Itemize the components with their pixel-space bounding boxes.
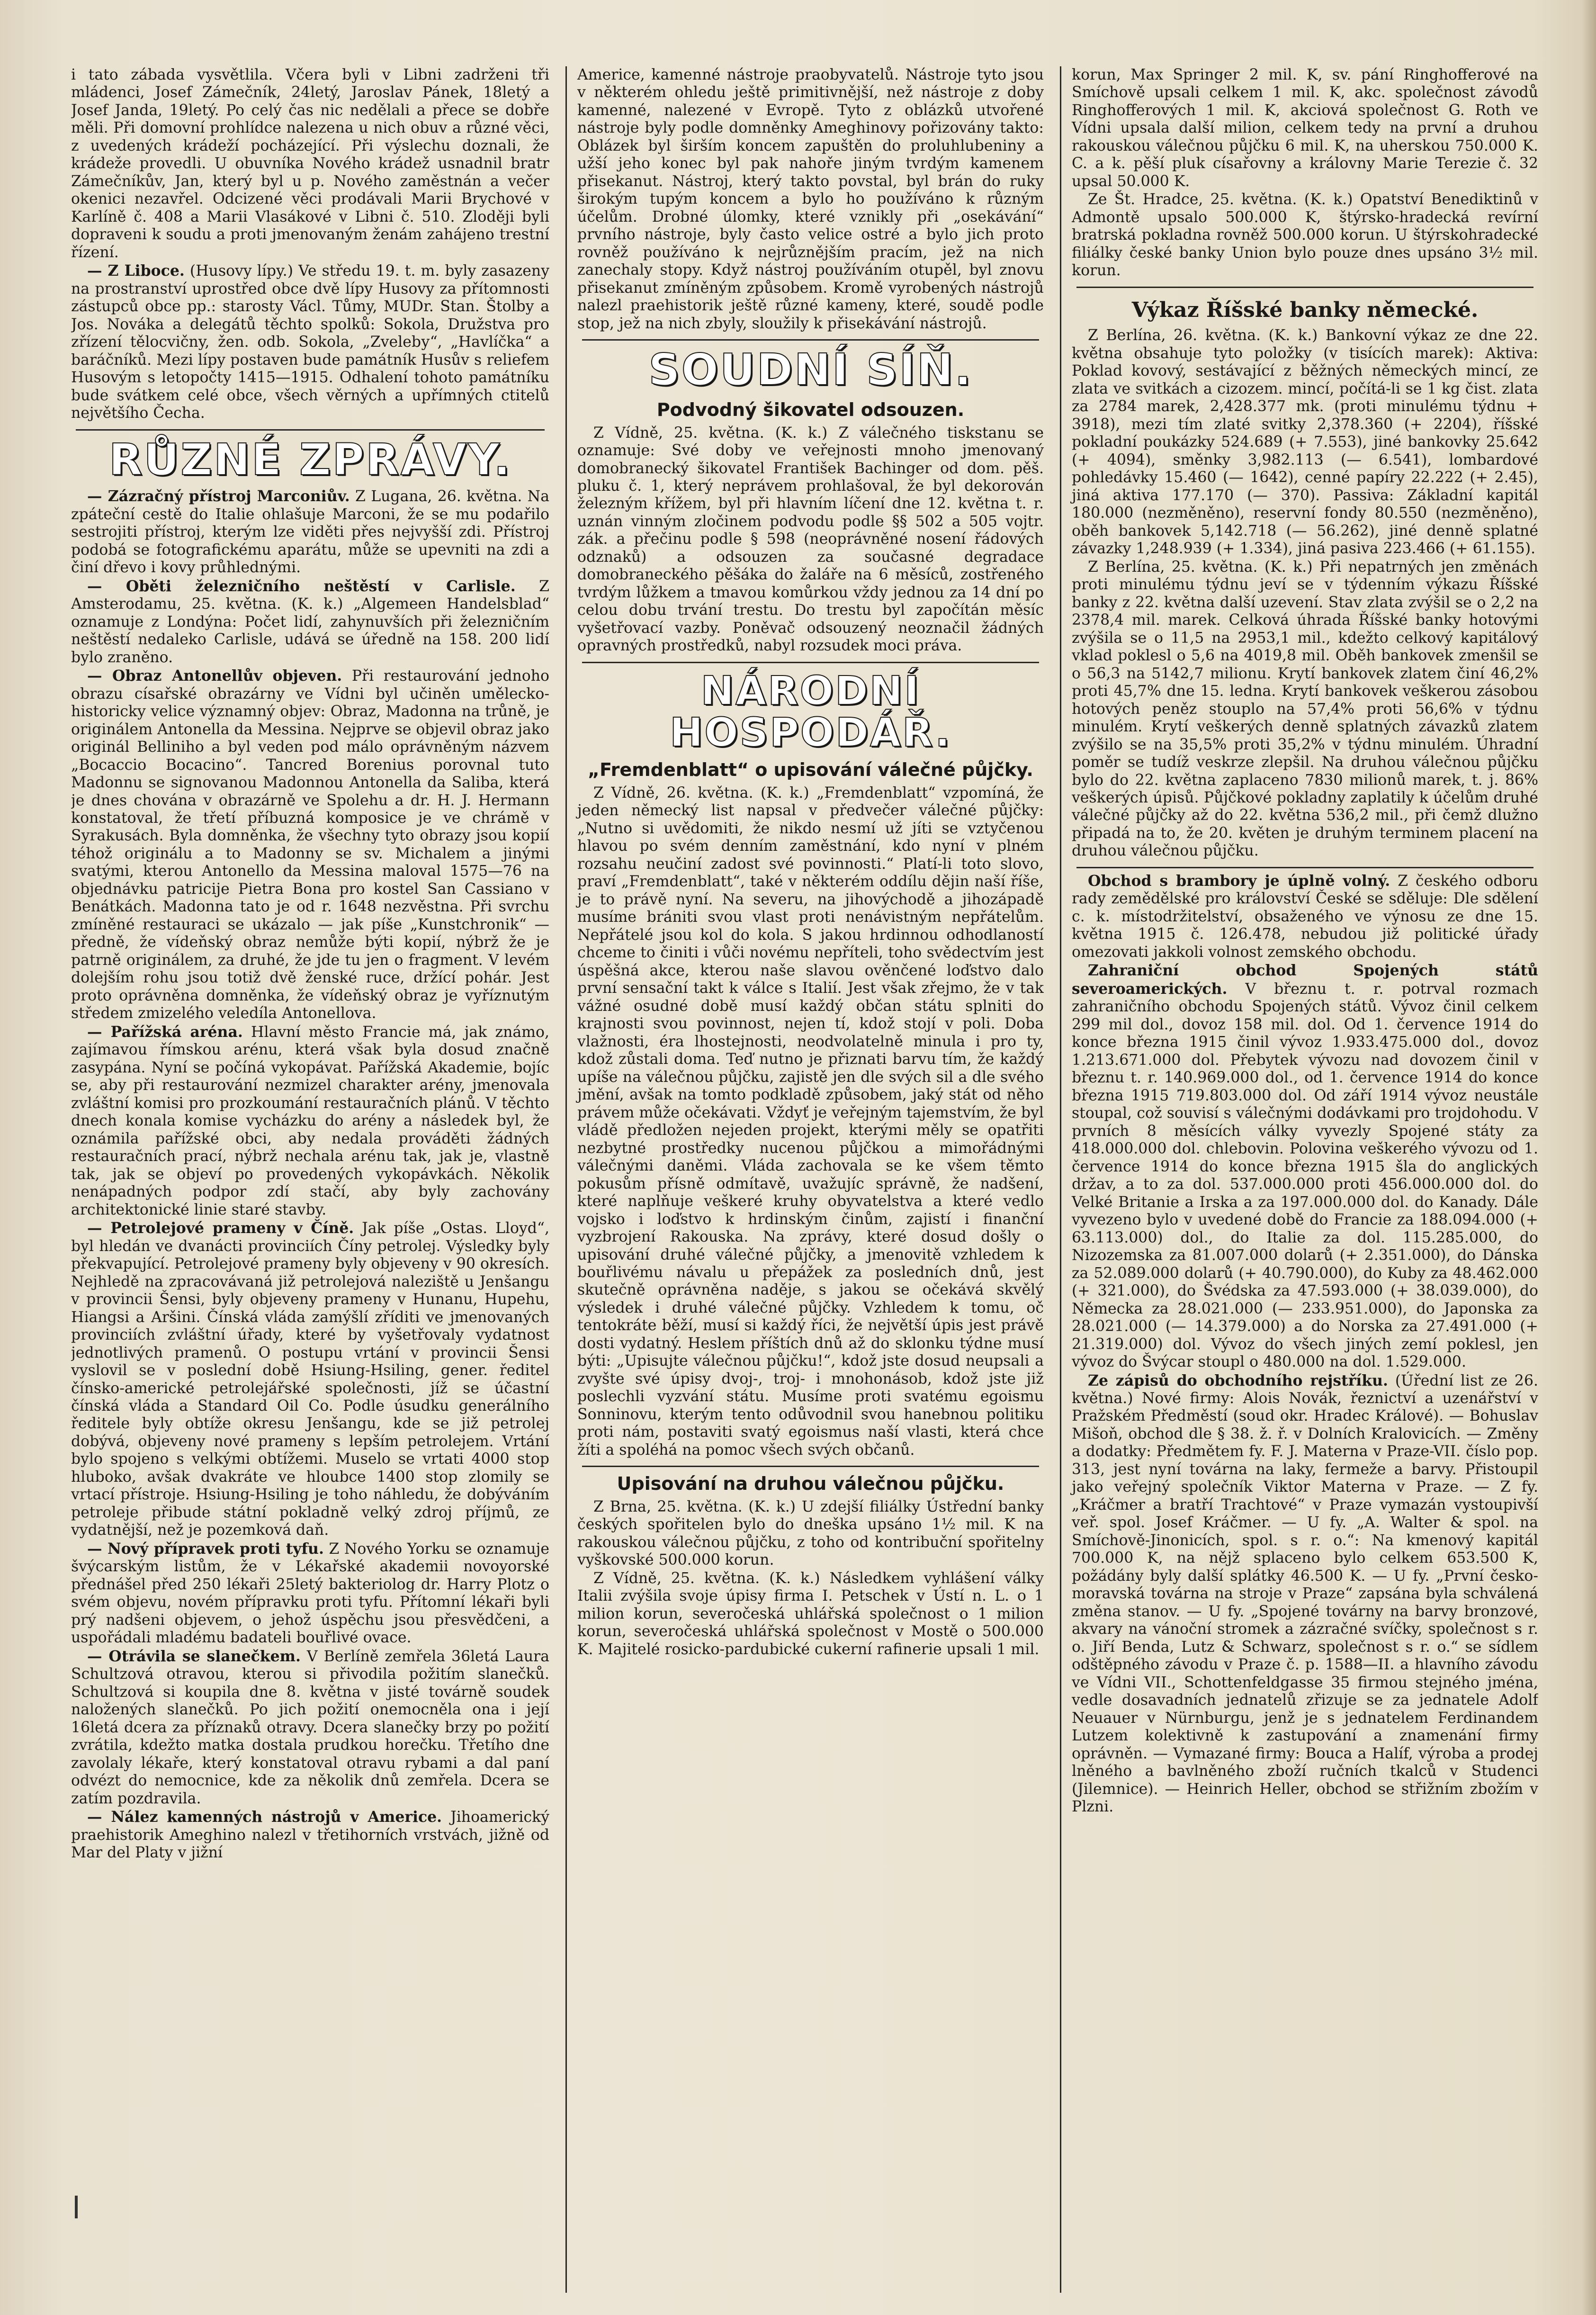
margin-mark xyxy=(75,2196,78,2218)
herring-lead: — Otrávila se slanečkem. xyxy=(87,1647,301,1665)
arena-lead: — Pařížská aréna. xyxy=(87,1023,243,1041)
reichsbank-title: Výkaz Říšské banky německé. xyxy=(1131,297,1479,322)
loan-subscription-brno: Z Brna, 25. května. (K. k.) U zdejší filiálky Ústřední banky českých spořitelen bylo do dneška upsáno 1½ mil. K na rakouskou válečnou půjčku, z toho od kontribuční spořitelny vyškovské 500.000 korun. xyxy=(577,1498,1044,1569)
section-headline-narodni-hospodar: NÁRODNÍ HOSPODÁŘ. xyxy=(669,667,952,756)
column-2 xyxy=(565,66,1044,2293)
petrol-article xyxy=(71,1219,549,1540)
arena-article xyxy=(71,1023,549,1219)
section-headline-soudni-sin: SOUDNÍ SÍŇ. xyxy=(648,344,973,396)
page-edge-shadow xyxy=(1582,0,1596,2315)
loan-subscription-title: Upisování na druhou válečnou půjčku. xyxy=(617,1473,1004,1495)
divider xyxy=(582,1466,1039,1467)
carlisle-article xyxy=(71,577,549,667)
antonello-text: Při restaurování jednoho obrazu císařské obrazárny ve Vídni byl učiněn umělecko-historicky velice významný objev: Obraz, Madonna na trůně, je originálem Antonella da Messina. Nejprve se objevil obraz jako originál Belliniho a byl veden pod málo oprávněným názvem „Bocaccio Bocacino“. Tancred Borenius porovnal tuto Madonnu se signovanou Madonnou Antonella da Saliba, která je dnes chována v obrazárně ve Spolehu a dr. H. J. Hermann konstatoval, že třetí příbuzná komposice je ve chrámě v Syrakusách. Byla domněnka, že všechny tyto obrazy jsou kopií téhož originálu a to Madonny se sv. Michalem a jinými svatými, kterou Antonello da Messina maloval 1575—76 na objednávku patricije Pietra Bona pro kostel San Cassiano v Benátkách. Madonna tato je od r. 1648 nezvěstna. Při svrchu zmíněné restauraci se ukázalo — jak píše „Kunstchronik“ — předně, že vídeňský obraz nemůže býti kopií, nýbrž že je patrně originálem, za druhé, že jde tu jen o fragment. V levém dolejším rohu jsou totiž dvě ženské ruce, držící pohár. Jest proto oprávněna domněnka, že vídeňský obraz je vyříznutým středem zmizelého veledíla Antonellova. xyxy=(71,667,549,1022)
reichsbank-analysis: Z Berlína, 25. května. (K. k.) Při nepatrných jen změnách proti minulému týdnu jeví se v týdenním výkazu Říšské banky z 22. května další uzevení. Stav zlata zvýšil se o 2,2 na 2378,4 mil. marek. Celková úhrada Říšské banky hotovými zvýšila se o 11,5 na 2953,1 mil., kdežto celkový kapitálový vklad poklesl o 5,6 na 4019,8 mil. Oběh bankovek zmenšil se o 56,3 na 5142,7 milionu. Krytí bankovek zlatem činí 46,2% proti 45,7% dne 15. ledna. Krytí bankovek veškerou zásobou hotových peněz stouplo na 57,4% proti 56,6% v týdnu minulém. Krytí veškerých denně splatných závazků zlatem zvýšilo se na 35,5% proti 35,2% v týdnu minulém. Úhradní poměr se tudíž veskrze zlepšil. Na druhou válečnou půjčku bylo do 22. května zaplaceno 7830 milionů marek, t. j. 86% veškerých úpisů. Půjčkové pokladny zaplatily k účelům druhé válečné půjčky až do 22. května 536,2 mil., při čemž dlužno připadá na to, že 20. květen je druhým terminem placení na druhou válečnou půjčku. xyxy=(1072,558,1538,860)
antonello-lead: — Obraz Antonellův objeven. xyxy=(87,667,342,685)
registry-text: (Úřední list ze 26. května.) Nové firmy: Alois Novák, řeznictví a uzenářství v Pražském Předměstí (soud okr. Hradec Králové). — Bohuslav Mišoň, obchod dle § 38. ž. ř. v Dolních Kralovicích. — Změny a dodatky: Předmětem fy. F. J. Materna v Praze-VII. číslo pop. 313, jest nyní továrna na laky, fermeže a barvy. Přistoupil jako veřejný společník Viktor Materna v Praze. — Z fy. „Kráčmer a bratří Trachtové“ v Praze vymazán vystoupivší veř. spol. Josef Kráčmer. — U fy. „A. Walter & spol. na Smíchově-Jinonicích, spol. s r. o.“: Na kmenový kapitál 700.000 K, na nějž splaceno bylo celkem 653.500 K, požádány byly další splátky 46.500 K. — U fy. „První česko-moravská továrna na stroje v Praze“ zapsána byla schválená změna stanov. — U fy. „Spojené továrny na barvy bronzové, akvary na vánoční stromek a zázračné svíčky, společnost s r. o. Jiří Benda, Lutz & Schwarz, společnost s r. o.“ se sídlem odštěpného závodu v Praze č. p. 1588—II. a hlavního závodu ve Vídni VII., Schottenfeldgasse 35 firmou stejného jména, vedle dosavadních jednatelů zřizuje se za jednatele Adolf Neuauer v Nürnburgu, jenž je s jednatelem Ferdinandem Lutzem kolektivně k zastupování a znamenání firmy oprávněn. — Vymazané firmy: Bouca a Halíf, výroba a prodej lněného a bavlněného zboží ručních tkalců v Studenci (Jilemnice). — Heinrich Heller, obchod se střižním zbožím v Plzni. xyxy=(1072,1372,1538,1816)
herring-article xyxy=(71,1648,549,1808)
tools-text: Jihoamerický praehistorik Ameghino nalezl v třetihorních vrstvách, jižně od Mar del Platy v jižní xyxy=(71,1809,549,1862)
reichsbank-report: Z Berlína, 26. května. (K. k.) Bankovní výkaz ze dne 22. května obsahuje tyto položky (v tisících marek): Aktiva: Poklad kovový, sestávající z běžných německých mincí, ze zlata ve svitkách a cizozem. mincí, počítá-li se 1 kg čist. zlata za 2784 marek, 2,428.377 mk. (proti minulému týdnu + 3918), mezi tím zlaté svitky 2,378.360 (+ 2204), říšské pokladní poukázky 524.689 (+ 7.553), jiné bankovky 25.642 (+ 4094), směnky 3,982.113 (— 6.541), lombardové pohledávky 15.460 (— 1642), cenné papíry 22.222 (+ 2.45), jiná aktiva 177.170 (— 370). Passiva: Základní kapitál 180.000 (nezměněno), reservní fondy 80.550 (nezměněno), oběh bankovek 5,142.718 (— 56.262), jiné denně splatné závazky 1,248.939 (+ 1.334), jiná pasiva 223.466 (+ 61.155). xyxy=(1072,327,1538,558)
divider xyxy=(1076,287,1533,288)
court-article-text: Z Vídně, 25. května. (K. k.) Z válečného tiskstanu se oznamuje: Své doby ve veřejnosti mnoho jmenovaný domobranecký šikovatel František Bachinger od dom. pěš. pluku č. 1, který neprávem prohlašoval, že byl dekorován železným křížem, byl při hlavním líčení dne 12. května t. r. uznán vinným zločinem podvodu podle §§ 502 a 505 vojtr. zák. a přečinu podle § 598 (neoprávněné nosení řádových odznaků) a odsouzen za současné degradace domobraneckého pěšáka do žaláře na 6 měsíců, zostřeného tvrdým lůžkem a tmavou komůrkou vždy jednou za 14 dní po celou dobu trvání trestu. Do trestu byl započítán měsíc vyšetřovací vazby. Poněvač odsouzený neoznačil žádných opravných prostředků, nabyl rozsudek moci práva. xyxy=(577,424,1044,655)
registry-lead: Ze zápisů do obchodního rejstříku. xyxy=(1088,1371,1388,1389)
graz-subscription: Ze Št. Hradce, 25. května. (K. k.) Opatství Benediktinů v Admontě upsalo 500.000 K, štýrsko-hradecká revírní bratrská pokladna rovněž 500.000 korun. U štýrskohradecké filiálky české banky Union bylo pouze dnes upsáno 3½ mil. korun. xyxy=(1072,191,1538,279)
petrol-text: Jak píše „Ostas. Lloyd“, byl hledán ve dvanácti provinciích Číny petrolej. Výsledky byly překvapující. Petrolejové prameny byly objeveny v 90 okresích. Nejhledě na zpracovávaná již petrolejová naleziště u Jenšangu v provincii Šensi, byly objeveny prameny v Hunanu, Hupehu, Hiangsi a Aršini. Čínská vláda zamýšlí zříditi ve jmenovaných provinciích zvláštní úřady, které by vyšetřovaly vydatnost jednotlivých pramenů. O postupu vrtání v provincii Šensi vyslovil se v poslední době Hsiung-Hsiling, gener. ředitel čínsko-americké petrolejářské společnosti, jíž se účastní čínská vláda a Standard Oil Co. Podle úsudku generálního ředitele byly obtíže okresu Jenšangu, kde se již petrolej dobývá, objeveny nové prameny s lepším petrolejem. Vrtání bylo spojeno s velkými obtížemi. Muselo se vrtati 4000 stop hluboko, avšak dvakráte ve hloubce 1400 stop zlomily se vrtací přístroje. Hsiung-Hsiling je toho náhledu, že dobýváním petroleje přibude státní pokladně velký zdroj příjmů, ze vydatnější, než je pozemková daň. xyxy=(71,1220,549,1539)
tools-article xyxy=(71,1808,549,1862)
registry-article xyxy=(1072,1372,1538,1816)
herring-text: V Berlíně zemřela 36letá Laura Schultzová otravou, kterou si přivodila požitím slanečků. Schultzová si koupila dne 8. května v jisté továrně soudek naložených slanečků. Po jich požití onemocněla ona i její 16letá dcera za příznaků otravy. Dcera slanečky brzy po požití zvrátila, kdežto matka dostala prudkou horečku. Třetího dne zavolaly lékaře, který konstatoval otravu rybami a dal paní odvézt do nemocnice, kde za několik dnů zemřela. Dcera se zatím pozdravila. xyxy=(71,1648,549,1807)
usa-trade-lead: Zahraniční obchod Spojených států severoamerických. xyxy=(1072,962,1538,998)
loan-subscription-vienna: Z Vídně, 25. května. (K. k.) Následkem vyhlášení války Italii zvýšila svoje úpisy firma I. Petschek v Ústí n. L. o 1 milion korun, severočeská uhlářská společnost o 1 milion korun, severočeská uhlářská společnost v Mostě o 500.000 K. Majitelé rosicko-pardubické cukerní rafinerie upsali 1 mil. xyxy=(577,1569,1044,1658)
tools-lead: — Nález kamenných nástrojů v Americe. xyxy=(87,1808,442,1826)
potatoes-article xyxy=(1072,872,1538,961)
antonello-article xyxy=(71,667,549,1023)
potatoes-lead: Obchod s brambory je úplně volný. xyxy=(1088,872,1390,890)
columns xyxy=(71,66,1539,2293)
theft-report: i tato zábada vysvětlila. Včera byli v Libni zadrženi tři mládenci, Josef Zámečník, 24letý, Jaroslav Pánek, 18letý a Josef Janda, 19letý. Po celý čas nic nedělali a přece se dobře měli. Při domovní prohlídce nalezena u nich obuv a různé věci, z uvedených krádeží pocházející. Při výslechu doznali, že krádeže provedli. U obuvníka Nového krádež usnadnil bratr Zámečníkův, Jan, který byl u p. Nového zaměstnán a večer okenici nezavřel. Odcizené věci prodávali Marii Brychové v Karlíně č. 408 a Marii Vlasákové v Libni č. 510. Zloději byli dopraveni k soudu a proti jmenovaným ženám zahájeno trestní řízení. xyxy=(71,66,549,261)
arena-text: Hlavní město Francie má, jak známo, zajímavou římskou arénu, která však byla dosud značně zasypána. Nyní se počíná vykopávat. Pařížská Akademie, bojíc se, aby při restaurování nezmizel charakter arény, jmenovala zvláštní komisi pro prozkoumání restauračních plánů. V těchto dnech konala komise vycházku do arény a následek byl, že oznámila pařížské obci, aby nedala prováděti žádných restauračních prací, nýbrž nechala arénu tak, jak je, vlastně tak, jak se objeví po provedených vykopávkách. Několik nenápadných podpor zdí stačí, aby byly zachovány architektonické linie staré stavby. xyxy=(71,1023,549,1218)
usa-trade-text: V březnu t. r. potrval rozmach zahraničního obchodu Spojených států. Vývoz činil celkem 299 mil dol., dovoz 158 mil. dol. Od 1. července 1914 do konce března 1915 činil vývoz 1.933.475.000 dol., dovoz 1.213.671.000 dol. Přebytek vývozu nad dovozem činil v březnu t. r. 140.969.000 dol., od 1. července 1914 do konce března 1915 719.803.000 dol. Od září 1914 vývoz neustále stoupal, což souvisí s válečnými dodávkami pro trojdohodu. V prvních 8 měsících války vyvezly Spojené státy za 418.000.000 dol. chlebovin. Polovina veškerého vývozu od 1. července 1914 do konce března 1915 šla do anglických držav, a to za dol. 537.000.000 proti 456.000.000 dol. do Velké Britanie a Irska a za 197.000.000 dol. do Kanady. Dále vyvezeno bylo v uvedené době do Francie za 188.094.000 (+ 63.113.000) dol., do Italie za dol. 115.285.000, do Nizozemska za 81.007.000 dolarů (+ 2.351.000), do Dánska za 52.089.000 dolarů (+ 40.790.000), do Kuby za 48.462.000 (+ 321.000), do Švédska za 47.593.000 (+ 38.039.000), do Německa za 28.021.000 (— 233.951.000), do Japonska za 28.021.000 (— 14.379.000) a do Norska za 27.491.000 (+ 21.319.000) dol. Vývoz do všech jiných zemí poklesl, jen vývoz do Švýcar stoupl o 480.000 na dol. 1.529.000. xyxy=(1072,980,1538,1371)
column-1 xyxy=(71,66,549,2293)
potatoes-text: Z českého odboru rady zemědělské pro království České se sděluje: Dle sdělení c. k. místodržitelství, obsaženého ve výnosu ze dne 15. května 1915 č. 126.478, nebudou již politické úřady omezovati jakkoli volnost zemského obchodu. xyxy=(1072,872,1538,961)
column-3 xyxy=(1060,66,1538,2293)
liboc-lead: — Z Liboce. xyxy=(87,262,185,280)
court-article-title: Podvodný šikovatel odsouzen. xyxy=(656,399,965,420)
divider xyxy=(582,662,1039,663)
tools-continuation: Americe, kamenné nástroje praobyvatelů. Nástroje tyto jsou v některém ohledu ještě primitivnější, než nástroje z doby kamenné, nalezené v Evropě. Tyto z oblázků utvořené nástroje byly podle domněnky Ameghinovy pořizovány takto: Oblázek byl širším koncem zapuštěn do proluhlubeniny a užší jeho konec byl pak nahoře jiným tvrdým kamenem přisekanut. Nástroj, který takto povstal, byl brán do ruky širokým tupým koncem a bylo ho používáno k různým účelům. Drobné úlomky, které vznikly při „osekávání“ prvního nástroje, byly často velice ostré a bylo jich proto rovněž používáno k nejrůznějším pracím, jež na nich zanechaly stopy. Když nástroj používáním otupěl, byl znovu přisekanut zmíněným způsobem. Kromě vyrobených nástrojů nalezl praehistorik ještě různé kameny, které, soudě podle stop, jež na nich zbyly, sloužily k přisekávání nástrojů. xyxy=(577,66,1044,332)
marconi-article xyxy=(71,487,549,576)
typhus-lead: — Nový přípravek proti tyfu. xyxy=(87,1540,324,1558)
liboc-text: (Husovy lípy.) Ve středu 19. t. m. byly zasazeny na prostranství uprostřed obce dvě lípy Husovy za přítomnosti zástupců obce pp.: starosty Václ. Tůmy, MUDr. Stan. Štolby a Jos. Nováka a delegátů těchto spolků: Sokola, Družstva pro zřízení tělocvičny, žen. odb. Sokola, „Zvelebу“, „Havlíčka“ a baráčníků. Mezi lípy postaven bude památník Husův s reliefem Husovým s letopočty 1415—1915. Odhalení tohoto památníku bude svátkem celé obce, všech věrných a upřímných ctitelů největšího Čecha. xyxy=(71,262,549,422)
section-headline-ruzne-zpravy: RŮZNÉ ZPRÁVY. xyxy=(108,434,512,485)
petrol-lead: — Petrolejové prameny v Číně. xyxy=(87,1219,354,1237)
carlisle-lead: — Oběti železničního neštěstí v Carlisle. xyxy=(87,577,516,595)
typhus-text: Z Nového Yorku se oznamuje švýcarským listům, že v Lékařské akademii novoyorské přednášel před 250 lékaři 25letý bakteriolog dr. Harry Plotz o svém objevu, novém přípravku proti tyfu. Přítomní lékaři byli prý nadšeni objevem, o jehož úspěchu jsou přesvědčeni, a uspořádali mladému badateli bouřlivé ovace. xyxy=(71,1540,549,1647)
typhus-article xyxy=(71,1540,549,1647)
fremdenblatt-text: Z Vídně, 26. května. (K. k.) „Fremdenblatt“ vzpomíná, že jeden německý list napsal v předvečer válečné půjčky: „Nutno si uvědomiti, že nikdo nesmí už jíti se vztyčenou hlavou po svém denním zaměstnání, kdo nyní v plném rozsahu neučiní zadost své povinnosti.“ Platí-li toto slovo, praví „Fremdenblatt“, také v některém oddílu dějin naší říše, je to právě nyní. Na severu, na jihovýchodě a jihozápadě musíme brániti svou vlast proti nenávistným nepřátelům. Nepřátelé jsou kol do kola. S jakou hrdinnou odhodlaností chceme to činiti i vůči novému nepříteli, toho svědectvím jest úspěšná akce, kterou naše slavou ověnčené loďstvo dalo první sensační takt k válce s Italií. Jest však zřejmo, že v tak vážné osudné době musí každý občan státu splniti do krajnosti svou povinnost, nejen tí, kdož stojí v poli. Doba vlažnosti, éra lhostejnosti, neodvolatelně minula i pro ty, kdož zůstali doma. Teď nutno je přiznati barvu tím, že každý upíše na válečnou půjčku, zajistě jen dle svých sil a dle svého jmění, avšak na tomto podkladě způsobem, jaký stát od něho právem může očekávati. Vždyť je veřejným tajemstvím, že byl vládě předložen nejeden projekt, kterými měly se opatřiti nezbytné prostředky nucenou půjčkou a mimořádnými válečnými daněmi. Vláda zachovala se ke všem těmto pokusům přísně odmítavě, uvažujíc správně, že nadšení, které naplňuje veškeré kruhy obyvatelstva a které vedlo vojsko i loďstvo k hrdinským činům, zajistí i finanční vyzbrojení Rakouska. Na zprávy, které dosud došly o upisování druhé válečné půjčky, a jmenovitě vzhledem k bouřlivému návalu u přepážek za posledních dnů, jest skutečně oprávněna naděje, s jakou se očekává skvělý výsledek i druhé válečné půjčky. Vzhledem k tomu, oč tentokráte běží, musí si každý říci, že největší úpis jest právě dosti vydatný. Heslem příštích dnů až do sklonku týdne musí býti: „Upisujte válečnou půjčku!“, kdož jste dosud neupsali a zvyšte své úpisy dvoj-, troj- i mnohonásob, kdož jste již poslechli vyzvání státu. Musíme proti svatému egoismu Sonninovu, kterým tento odůvodnil svou hanebnou politiku proti nám, postaviti svatý egoismus naší vlasti, která chce žíti a spoléhá na pomoc všech svých občanů. xyxy=(577,784,1044,1459)
marconi-lead: — Zázračný přístroj Marconiův. xyxy=(87,487,350,505)
fremdenblatt-title: „Fremdenblatt“ o upisování válečné půjčky. xyxy=(588,759,1033,781)
divider xyxy=(582,339,1039,341)
usa-trade-article xyxy=(1072,962,1538,1371)
carlisle-text: Z Amsterodamu, 25. května. (K. k.) „Algemeen Handelsblad“ oznamuje z Londýna: Počet lidí, zahynuvších při železničním neštěstí nedaleko Carlisle, udává se úředně na 158. 200 lidí bylo zraněno. xyxy=(71,577,549,666)
loan-subscription-continuation: korun, Max Springer 2 mil. K, sv. pání Ringhofferové na Smíchově upsali celkem 1 mil. K, akc. společnost závodů Ringhofferových 1 mil. K, akciová společnost G. Roth ve Vídni upsala další milion, celkem tedy na první a druhou rakouskou válečnou půjčku 6 mil. K, na uherskou 750.000 K. C. a k. pěší pluk císařovny a královny Marie Terezie č. 32 upsal 50.000 K. xyxy=(1072,66,1538,190)
divider xyxy=(76,429,545,431)
marconi-text: Z Lugana, 26. května. Na zpáteční cestě do Italie ohlašuje Marconi, že se mu podařilo sestrojiti přístroj, kterým lze viděti přes nejvyšší zdi. Přístroj podobá se fotografickému aparátu, může se upevniti na zdi a činí dřevo i kovy průhlednými. xyxy=(71,488,549,576)
liboc-article xyxy=(71,262,549,422)
divider xyxy=(1076,867,1533,868)
